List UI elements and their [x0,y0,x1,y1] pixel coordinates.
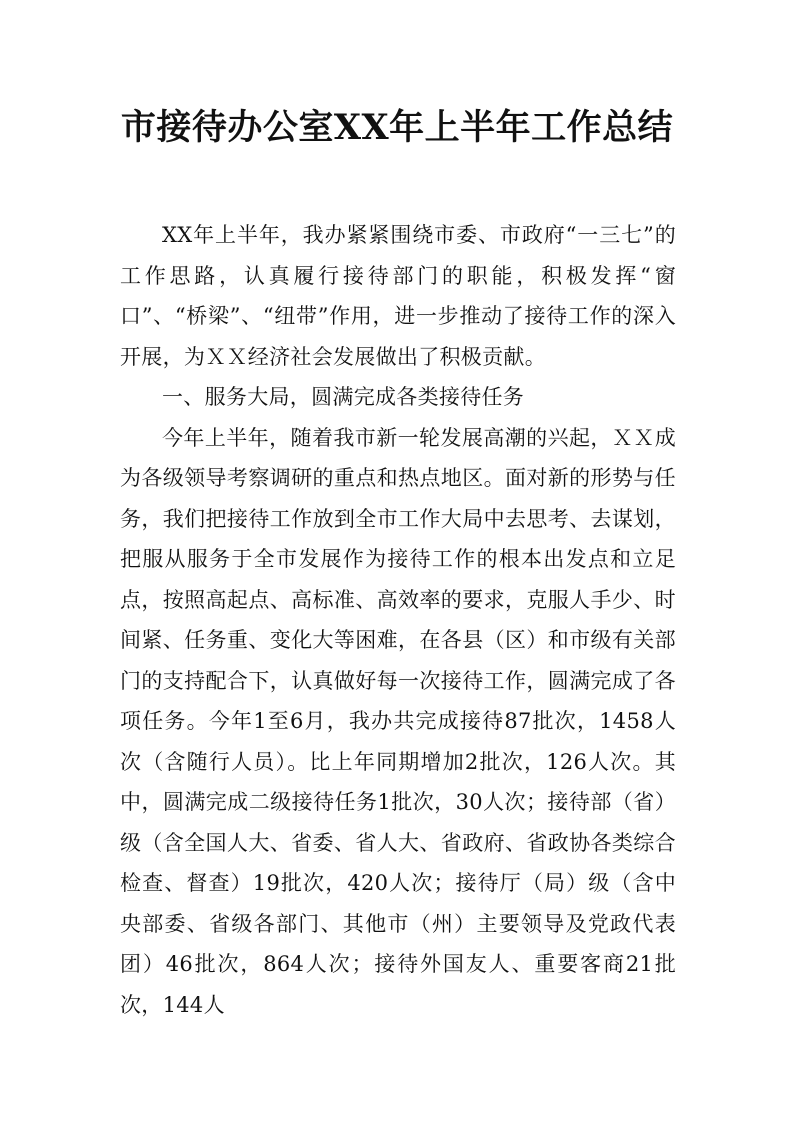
intro-paragraph: XX年上半年，我办紧紧围绕市委、市政府“一三七”的工作思路，认真履行接待部门的职能，积极发挥“窗口”、“桥梁”、“纽带”作用，进一步推动了接待工作的深入开展，为ＸＸ经济社会发展做出了积极贡献。 [120,223,676,369]
document-body [120,215,676,1025]
section-heading: 一、服务大局，圆满完成各类接待任务 [162,385,525,409]
document-title: 市接待办公室XX年上半年工作总结 [120,107,674,148]
body-paragraph: 今年上半年，随着我市新一轮发展高潮的兴起，ＸＸ成为各级领导考察调研的重点和热点地区。面对新的形势与任务，我们把接待工作放到全市工作大局中去思考、去谋划，把服从服务于全市发展作为接待工作的根本出发点和立足点，按照高起点、高标准、高效率的要求，克服人手少、时间紧、任务重、变化大等困难，在各县（区）和市级有关部门的支持配合下，认真做好每一次接待工作，圆满完成了各项任务。今年1至6月，我办共完成接待87批次，1458人次（含随行人员）。比上年同期增加2批次，126人次。其中，圆满完成二级接待任务1批次，30人次；接待部（省）级（含全国人大、省委、省人大、省政府、省政协各类综合检查、督查）19批次，420人次；接待厅（局）级（含中央部委、省级各部门、其他市（州）主要领导及党政代表团）46批次，864人次；接待外国友人、重要客商21批次，144人 [120,425,676,1017]
